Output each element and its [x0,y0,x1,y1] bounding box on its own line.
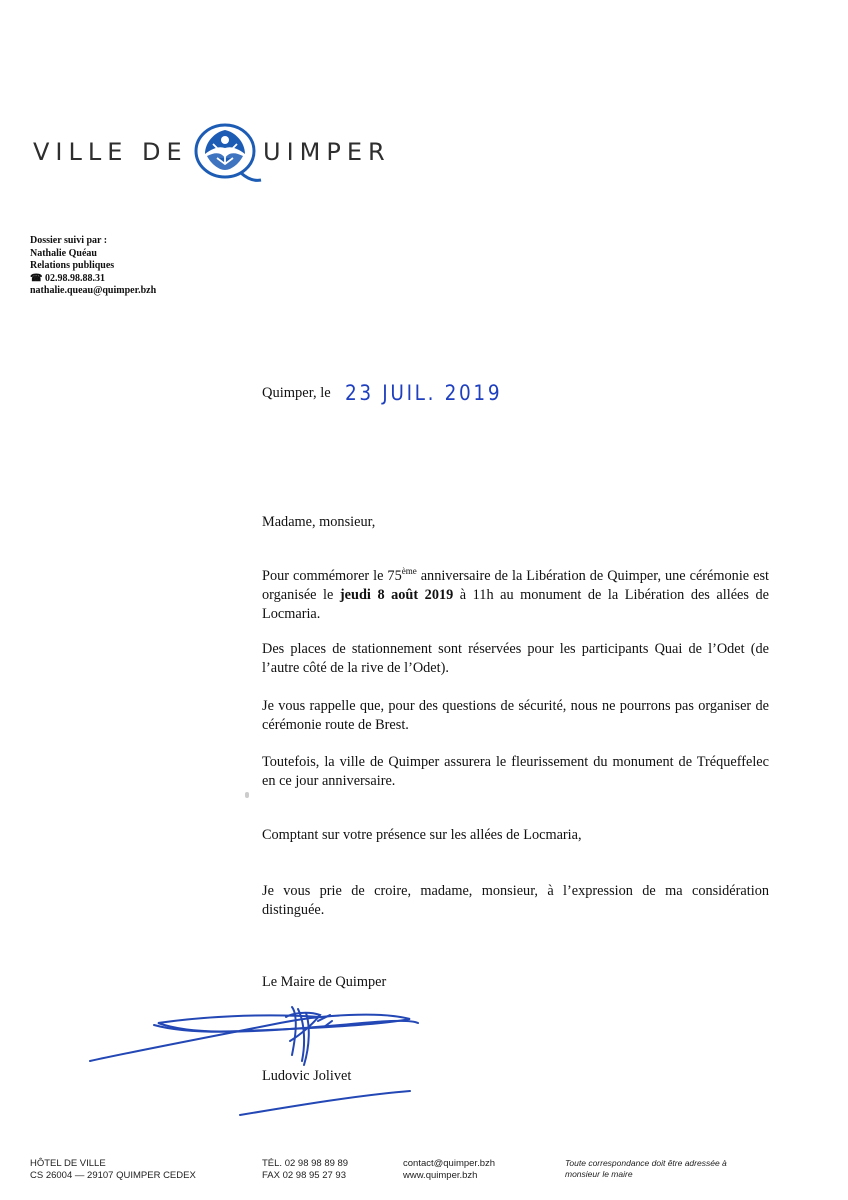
dossier-contact-name: Nathalie Quéau [30,247,97,259]
footer-note [565,1158,727,1180]
footer-tel: TÉL. 02 98 98 89 89 [262,1158,349,1169]
salutation: Madame, monsieur, [262,514,376,530]
dossier-phone-row [30,273,156,286]
paragraph-1 [262,567,769,624]
dossier-label: Dossier suivi par : [30,235,108,246]
footer-note-line-1: Toute correspondance doit être adressée à [565,1158,727,1168]
footer-email: contact@quimper.bzh [403,1158,496,1169]
handwritten-signature [80,995,440,1125]
footer-address-line-2: CS 26004 — 29107 QUIMPER CEDEX [30,1170,196,1181]
dossier-phone: 02.98.98.88.31 [44,272,105,284]
signatory-name: Ludovic Jolivet [262,1068,352,1084]
dossier-department: Relations publiques [30,260,115,271]
signatory-title: Le Maire de Quimper [262,974,387,990]
paragraph-1-part-b: anniversaire de la Libération de Quimper, une cérémonie est organisée le [262,568,769,603]
paragraph-5: Comptant sur votre présence sur les allées de Locmaria, [262,827,582,843]
paragraph-3: Je vous rappelle que, pour des questions de sécurité, nous ne pourrons pas organiser de cérémonie route de Brest. [262,698,769,733]
footer-phones [262,1158,348,1182]
paragraph-1-part-a: Pour commémorer le 75 [262,568,402,584]
phone-icon: ☎ [30,272,43,284]
footer-fax: FAX 02 98 95 27 93 [262,1170,346,1181]
paragraph-4: Toutefois, la ville de Quimper assurera le fleurissement du monument de Tréqueffelec en ce jour anniversaire. [262,754,769,789]
date-stamp: 23 JUIL. 2019 [345,381,503,405]
city-logo [33,118,433,188]
logo-text-left: VILLE DE [33,138,188,166]
footer-website: www.quimper.bzh [403,1170,478,1181]
scan-speck [245,792,249,798]
footer-address [30,1158,196,1182]
logo-text-right: UIMPER [263,138,391,166]
event-date: jeudi 8 août 2019 [339,587,454,603]
dossier-block [30,235,156,298]
date-prefix: Quimper, le [262,385,331,401]
paragraph-1-part-c: à 11h au monument de la Libération des allées de Locmaria. [262,587,769,622]
footer-address-line-1: HÔTEL DE VILLE [30,1158,106,1169]
footer-contacts [403,1158,495,1182]
paragraph-2: Des places de stationnement sont réservées pour les participants Quai de l’Odet (de l’autre côté de la rive de l’Odet). [262,641,769,676]
ordinal-suffix: ème [401,566,417,577]
footer-note-line-2: monsieur le maire [565,1169,633,1179]
paragraph-6: Je vous prie de croire, madame, monsieur, à l’expression de ma considération distinguée. [262,883,769,918]
quimper-emblem-icon [185,118,265,188]
dossier-email: nathalie.queau@quimper.bzh [30,285,157,296]
